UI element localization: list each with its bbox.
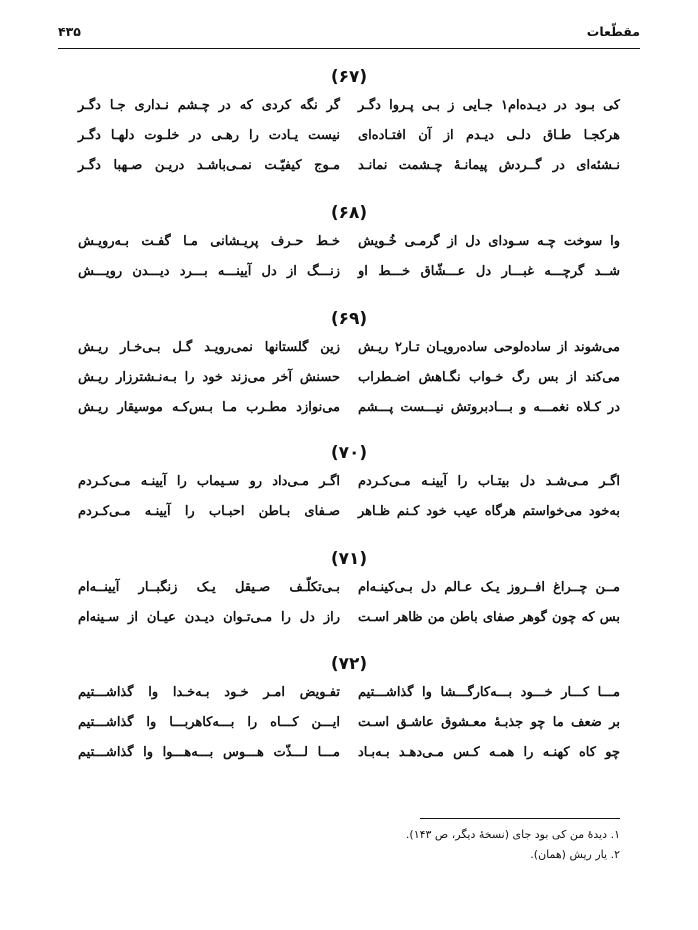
poem-72 xyxy=(78,650,620,768)
bayt xyxy=(78,708,620,738)
second-hemistich: تفـویض امـر خـود بـه‌خـدا وا گذاشـــتیم xyxy=(78,685,340,700)
second-hemistich: راز دل را مـی‌تـوان دیـدن عیـان از سـینه‌ام xyxy=(78,610,340,625)
poem-number: (۷۰) xyxy=(330,443,368,463)
second-hemistich: صـفای بـاطن احبـاب را آیینـه مـی‌کـردم xyxy=(78,504,340,519)
page-number: ۴۳۵ xyxy=(58,24,81,39)
bayt xyxy=(78,573,620,603)
second-hemistich: حسنش آخر می‌زند خود را بـه‌نـشترزار ریـش xyxy=(78,370,340,385)
first-hemistich: نـشئه‌ای در گــردش پیمانـهٔ چـشمت نمانـد xyxy=(358,158,620,173)
poem-68 xyxy=(78,199,620,287)
bayt xyxy=(78,121,620,151)
first-hemistich: به‌خود می‌خواستم هرگاه عیب خود کـنم ظـاهر xyxy=(358,504,620,519)
poem-number: (۶۷) xyxy=(330,67,368,87)
first-hemistich: چو کاه کهنـه را همـه کـس مـی‌دهـد بـه‌بـاد xyxy=(358,745,620,760)
bayt xyxy=(78,603,620,633)
bayt xyxy=(78,151,620,181)
bayt xyxy=(78,257,620,287)
bayt xyxy=(78,678,620,708)
bayt xyxy=(78,91,620,121)
second-hemistich: می‌نوازد مطـرب مـا بـس‌کـه موسیقار ریـش xyxy=(78,400,340,415)
first-hemistich: مـــا کـــار خـــود بـــه‌کارگـــشا وا گذاشـــتیم xyxy=(358,685,620,700)
first-hemistich: وا سوخت چـه سـودای دل از گرمـی خُـویش xyxy=(358,234,620,249)
poem-number: (۶۸) xyxy=(330,203,368,223)
bayt xyxy=(78,333,620,363)
second-hemistich: زین گلستانها نمی‌رویـد گـل بـی‌خـار ریـش xyxy=(78,340,340,355)
header-rule xyxy=(58,48,640,49)
second-hemistich: مـــا لـــذّت هـــوس بـــه‌هـــوا وا گذاشـــتیم xyxy=(78,745,340,760)
footnote-1: ۱. دیدهٔ من کی بود جای (نسخهٔ دیگر، ص ۱۴۳). xyxy=(405,828,620,841)
bayt xyxy=(78,738,620,768)
first-hemistich: می‌کند از بس رگ خـواب نگـاهش اضـطراب xyxy=(358,370,620,385)
second-hemistich: مـوج کیفیّـت نمـی‌باشـد دریـن صـهبا دگـر xyxy=(78,158,340,173)
poem-number: (۷۱) xyxy=(330,549,368,569)
poem-70 xyxy=(78,439,620,527)
first-hemistich: کی بـود در دیـده‌ام۱ جـایی ز بـی پـروا دگـر xyxy=(358,98,620,113)
second-hemistich: ایـــن کـــاه را بـــه‌کاهربـــا وا گذاشـــتیم xyxy=(78,715,340,730)
bayt xyxy=(78,363,620,393)
page-header xyxy=(58,22,640,44)
first-hemistich: در کـلاه نغمـــه و بـــادبروتش نیـــست پـــشم xyxy=(358,400,620,415)
first-hemistich: مــن چــراغ افــروز یـک عـالم دل بـی‌کینـه‌ام xyxy=(358,580,620,595)
first-hemistich: هرکجـا طـاق دلـی دیـدم از آن افتـاده‌ای xyxy=(358,128,620,143)
second-hemistich: اگـر مـی‌داد رو سـیماب را آیینـه مـی‌کـردم xyxy=(78,474,340,489)
first-hemistich: می‌شوند از ساده‌لوحی ساده‌رویـان تـار۲ ریـش xyxy=(358,340,620,355)
first-hemistich: شــد گرچـــه غبـــار دل عـــشّاق خـــط او xyxy=(358,264,620,279)
second-hemistich: گر نگه کردی که در چـشم نـداری جـا دگـر xyxy=(78,98,340,113)
bayt xyxy=(78,497,620,527)
first-hemistich: بر ضعف ما چو جذبـهٔ معـشوق عاشـق اسـت xyxy=(358,715,620,730)
running-title: مقطّعات xyxy=(586,24,640,39)
poem-67 xyxy=(78,63,620,181)
second-hemistich: زنـــگ از دل آیینـــه بـــرد دیـــدن رویـــش xyxy=(78,264,340,279)
footnote-rule xyxy=(420,818,620,819)
footnote-2: ۲. یار ریش (همان). xyxy=(530,848,620,861)
bayt xyxy=(78,467,620,497)
bayt xyxy=(78,227,620,257)
first-hemistich: اگـر مـی‌شـد دل بیتـاب را آیینـه مـی‌کـردم xyxy=(358,474,620,489)
second-hemistich: بـی‌تکلّـف صـیقل یـک زنگبــار آیینــه‌ام xyxy=(78,580,340,595)
second-hemistich: خـط حـرف پریـشانی مـا گفـت بـه‌رویـش xyxy=(78,234,340,249)
poem-69 xyxy=(78,305,620,423)
bayt xyxy=(78,393,620,423)
poem-71 xyxy=(78,545,620,633)
poem-number: (۶۹) xyxy=(330,309,368,329)
second-hemistich: نیست یـادت را رهـی در خلـوت دلهـا دگـر xyxy=(78,128,340,143)
poem-number: (۷۲) xyxy=(330,654,368,674)
first-hemistich: بس که چون گوهر صفای باطن من ظاهر اسـت xyxy=(358,610,620,625)
